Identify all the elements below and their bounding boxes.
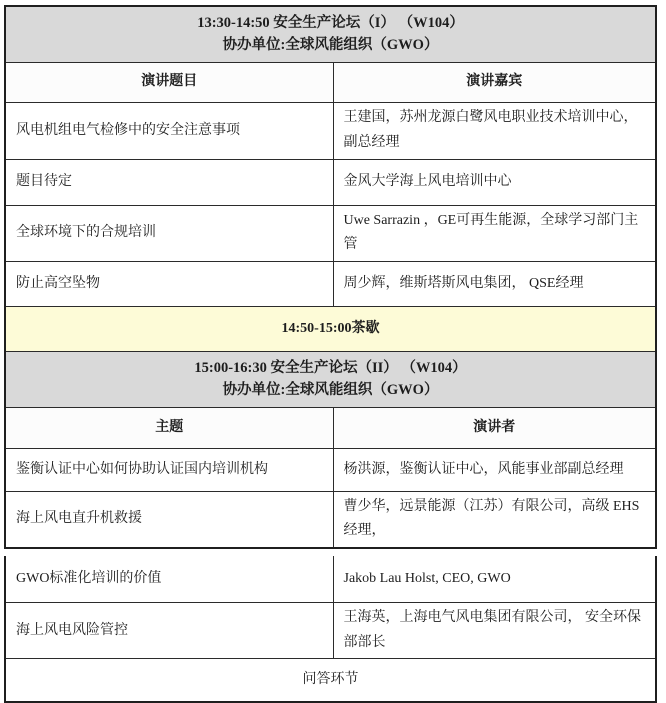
table-row [5, 448, 656, 491]
table-row [5, 159, 656, 205]
topic-cell: GWO标准化培训的价值 [5, 556, 333, 603]
session1-title: 13:30-14:50 安全生产论坛（I） （W104） [197, 15, 464, 31]
topic-cell: 海上风电直升机救援 [5, 491, 333, 548]
topic-cell: 风电机组电气检修中的安全注意事项 [5, 102, 333, 159]
agenda-table-upper [4, 5, 657, 549]
topic-cell: 防止高空坠物 [5, 261, 333, 306]
session2-column-header-row [5, 407, 656, 448]
session2-topic-column-header: 主题 [5, 407, 333, 448]
speaker-cell: Jakob Lau Holst, CEO, GWO [333, 556, 656, 603]
speaker-cell: Uwe Sarrazin ，GE可再生能源，全球学习部门主管 [333, 205, 656, 261]
session2-title: 15:00-16:30 安全生产论坛（II） （W104） [194, 359, 467, 376]
session2-header-row [5, 351, 656, 407]
speaker-cell: 杨洪源，鉴衡认证中心，风能事业部副总经理 [333, 448, 656, 491]
speaker-cell: 王海英，上海电气风电集团有限公司， 安全环保部部长 [333, 603, 656, 659]
table-row [5, 491, 656, 548]
table-row [5, 261, 656, 306]
speaker-cell: 王建国，苏州龙源白鹭风电职业技术培训中心，副总经理 [333, 102, 656, 159]
tea-break-label: 14:50-15:00茶歇 [5, 306, 656, 351]
session1-speaker-column-header: 演讲嘉宾 [333, 62, 656, 102]
session1-organizer: 协办单位:全球风能组织（GWO） [222, 37, 439, 54]
topic-cell: 海上风电风险管控 [5, 603, 333, 659]
topic-cell: 全球环境下的合规培训 [5, 205, 333, 261]
table-row [5, 556, 656, 603]
agenda-table-lower [4, 556, 657, 703]
topic-cell: 鉴衡认证中心如何协助认证国内培训机构 [5, 448, 333, 491]
session1-header-row [5, 6, 656, 62]
session1-topic-column-header: 演讲题目 [5, 62, 333, 102]
speaker-cell: 周少辉，维斯塔斯风电集团， QSE经理 [333, 261, 656, 306]
speaker-cell: 金风大学海上风电培训中心 [333, 159, 656, 205]
session2-header-cell [5, 351, 656, 407]
session2-organizer: 协办单位:全球风能组织（GWO） [222, 382, 439, 399]
tea-break-row [5, 306, 656, 351]
qa-session-row [5, 659, 656, 702]
session1-column-header-row [5, 62, 656, 102]
topic-cell: 题目待定 [5, 159, 333, 205]
speaker-cell: 曹少华，远景能源（江苏）有限公司，高级 EHS 经理， [333, 491, 656, 548]
session1-header-cell [5, 6, 656, 62]
table-row [5, 205, 656, 261]
qa-session-label: 问答环节 [5, 659, 656, 702]
session2-speaker-column-header: 演讲者 [333, 407, 656, 448]
table-row [5, 603, 656, 659]
table-row [5, 102, 656, 159]
